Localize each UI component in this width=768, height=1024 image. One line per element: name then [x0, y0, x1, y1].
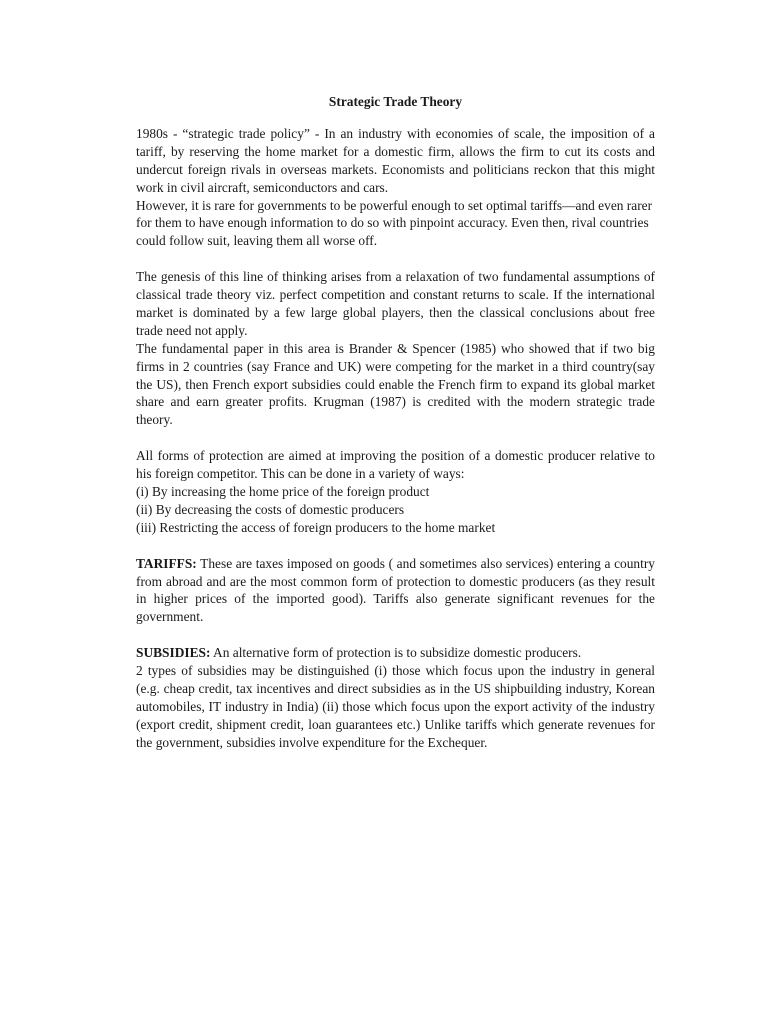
document-page — [136, 93, 655, 752]
tariffs-text: These are taxes imposed on goods ( and sometimes also services) entering a country from abroad and are the most common form of protection to domestic producers (as they result in higher prices of the imported good). Tariffs also generate significant revenues for the government. — [136, 555, 655, 625]
paragraph-gap — [136, 429, 655, 447]
paragraph-tariffs — [136, 555, 655, 627]
paragraph-gap — [136, 626, 655, 644]
subsidies-text: An alternative form of protection is to subsidize domestic producers. — [210, 645, 582, 661]
paragraph-gap — [136, 537, 655, 555]
document-title: Strategic Trade Theory — [328, 94, 463, 109]
paragraph-genesis: The genesis of this line of thinking arises from a relaxation of two fundamental assumptions of classical trade theory viz. perfect competition and constant returns to scale. If the international market is dominated by a few large global players, then the classical conclusions about free trade need not apply. — [136, 269, 655, 338]
subsidies-heading: SUBSIDIES: — [136, 645, 211, 661]
list-item-way-2: (ii) By decreasing the costs of domestic producers — [136, 501, 405, 517]
tariffs-heading: TARIFFS: — [136, 555, 197, 571]
paragraph-subsidies — [136, 644, 655, 662]
paragraph-strategic-trade-policy: 1980s - “strategic trade policy” - In an industry with economies of scale, the imposition of a tariff, by reserving the home market for a domestic firm, allows the firm to cut its costs and undercut foreign rivals in overseas markets. Economists and politicians reckon that this might work in civil aircraft, semiconductors and cars. — [136, 125, 655, 195]
paragraph-subsidy-types: 2 types of subsidies may be distinguished (i) those which focus upon the industry in general (e.g. cheap credit, tax incentives and direct subsidies as in the US shipbuilding industry, Korean automobiles, IT industry in India) (ii) those which focus upon the export activity of the industry (export credit, shipment credit, loan guarantees etc.) Unlike tariffs which generate revenues for the government, subsidies involve expenditure for the Exchequer. — [136, 663, 655, 750]
paragraph-brander-spencer: The fundamental paper in this area is Brander & Spencer (1985) who showed that if two big firms in 2 countries (say France and UK) were competing for the market in a third country(say the US), then French export subsidies could enable the French firm to expand its global market share and earn greater profits. Krugman (1987) is credited with the modern strategic trade theory. — [136, 340, 655, 428]
paragraph-gap — [136, 250, 655, 268]
list-item-way-3: (iii) Restricting the access of foreign producers to the home market — [136, 519, 496, 535]
list-item-way-1: (i) By increasing the home price of the foreign product — [136, 484, 430, 499]
paragraph-optimal-tariffs: However, it is rare for governments to be powerful enough to set optimal tariffs—and even rarer for them to have enough information to do so with pinpoint accuracy. Even then, rival countries could follow suit, leaving them all worse off. — [136, 197, 653, 249]
paragraph-forms-of-protection: All forms of protection are aimed at improving the position of a domestic producer relative to his foreign competitor. This can be done in a variety of ways: — [136, 448, 655, 482]
